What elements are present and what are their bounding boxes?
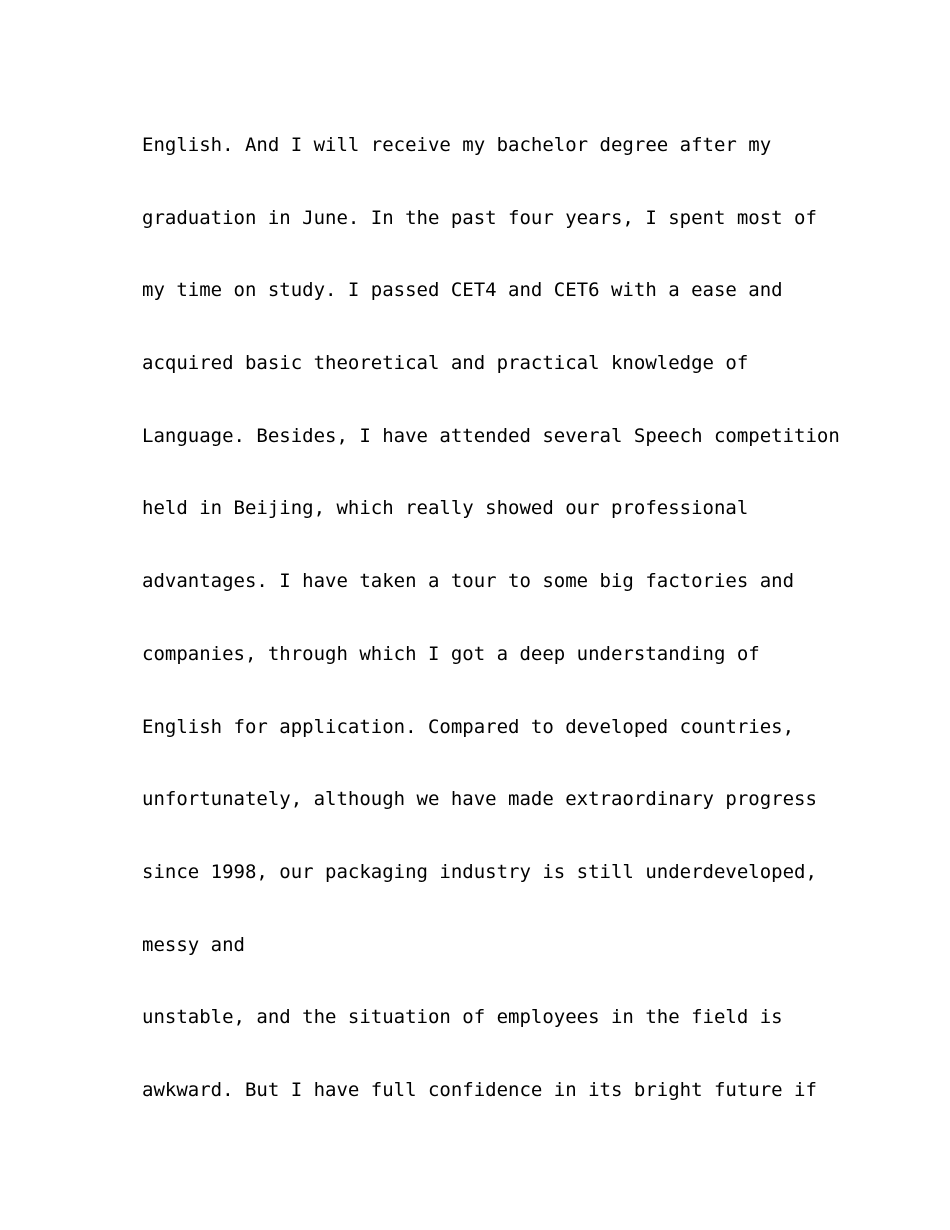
text-line: held in Beijing, which really showed our professional — [142, 497, 749, 520]
text-line: unfortunately, although we have made extraordinary progress — [142, 788, 817, 811]
text-line: Language. Besides, I have attended several Speech competition — [142, 424, 840, 447]
text-line: since 1998, our packaging industry is still underdeveloped, — [142, 860, 817, 883]
text-line: English. And I will receive my bachelor degree after my — [142, 134, 772, 156]
body-text — [142, 127, 862, 1145]
text-line: messy and — [142, 933, 245, 956]
text-line: awkward. But I have full confidence in its bright future if — [142, 1078, 817, 1101]
text-line: graduation in June. In the past four years, I spent most of — [142, 206, 817, 229]
text-line: companies, through which I got a deep understanding of — [142, 642, 760, 665]
text-line: my time on study. I passed CET4 and CET6 with a ease and — [142, 279, 783, 302]
text-line: acquired basic theoretical and practical knowledge of — [142, 352, 749, 375]
text-line: English for application. Compared to developed countries, — [142, 715, 795, 738]
text-line: advantages. I have taken a tour to some big factories and — [142, 570, 795, 593]
text-line: unstable, and the situation of employees in the field is — [142, 1006, 783, 1029]
